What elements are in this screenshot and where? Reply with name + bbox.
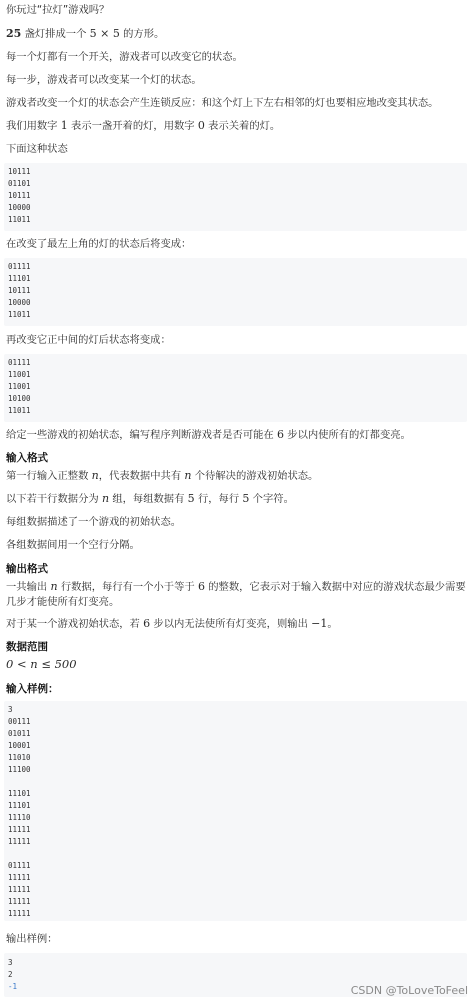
sample-line: 01111 — [8, 861, 31, 870]
grid-row: 11001 — [8, 370, 31, 379]
grid-row: 10000 — [8, 203, 31, 212]
state-intro: 下面这种状态 — [6, 143, 68, 155]
grid-row: 01111 — [8, 262, 31, 271]
output-line-2: 对于某一个游戏初始状态，若 6 步以内无法使所有灯变亮，则输出 −1。 — [6, 617, 338, 630]
intro-text: 你玩过“拉灯”游戏吗？ — [6, 4, 110, 16]
csdn-watermark: CSDN @ToLoveToFeel — [350, 984, 468, 997]
sample-line: 11110 — [8, 813, 31, 822]
grid-row: 01111 — [8, 358, 31, 367]
sample-input-heading: 输入样例： — [6, 683, 59, 695]
input-line-3: 每组数据描述了一个游戏的初始状态。 — [6, 516, 182, 528]
example-grid-initial — [4, 163, 467, 231]
after-center-text: 再改变它正中间的灯后状态将变成： — [6, 334, 171, 346]
sample-line — [8, 776, 467, 788]
grid-row: 11001 — [8, 382, 31, 391]
input-line-2: 以下若干行数据分为 n 组，每组数据有 5 行，每行 5 个字符。 — [6, 492, 294, 505]
grid-row: 11011 — [8, 215, 31, 224]
sample-line: 3 — [8, 958, 13, 967]
chain-reaction-description: 游戏者改变一个灯的状态会产生连锁反应：和这个灯上下左右相邻的灯也要相应地改变其状态。 — [6, 97, 439, 109]
sample-line: 11111 — [8, 885, 31, 894]
example-grid-after-corner — [4, 258, 467, 326]
sample-line: 11101 — [8, 789, 31, 798]
input-format-heading: 输入格式 — [6, 452, 48, 464]
example-grid-after-center — [4, 354, 467, 422]
grid-row: 10111 — [8, 191, 31, 200]
encoding-description: 我们用数字 1 表示一盏开着的灯，用数字 0 表示关着的灯。 — [6, 119, 281, 132]
sample-output-heading: 输出样例： — [6, 933, 58, 945]
sample-line: 11100 — [8, 765, 31, 774]
grid-row: 11101 — [8, 274, 31, 283]
grid-row: 11011 — [8, 310, 31, 319]
sample-line: 11111 — [8, 897, 31, 906]
task-description: 给定一些游戏的初始状态，编写程序判断游戏者是否可能在 6 步以内使所有的灯都变亮。 — [6, 428, 411, 441]
sample-line: 3 — [8, 705, 13, 714]
grid-row: 10111 — [8, 167, 31, 176]
grid-row: 01101 — [8, 179, 31, 188]
grid-row: 11011 — [8, 406, 31, 415]
sample-line: 10001 — [8, 741, 31, 750]
step-description: 每一步，游戏者可以改变某一个灯的状态。 — [6, 74, 202, 86]
sample-line: -1 — [8, 982, 18, 991]
sample-line: 11111 — [8, 873, 31, 882]
sample-line: 11111 — [8, 909, 31, 918]
input-line-4: 各组数据间用一个空行分隔。 — [6, 539, 140, 551]
sample-line: 2 — [8, 970, 13, 979]
grid-row: 10111 — [8, 286, 31, 295]
sample-line — [8, 848, 467, 860]
sample-input-block — [4, 701, 467, 921]
output-line-1: 一共输出 n 行数据，每行有一个小于等于 6 的整数，它表示对于输入数据中对应的游戏状态最少需要几步才能使所有灯变亮。 — [6, 580, 466, 608]
sample-line: 11010 — [8, 753, 31, 762]
sample-line: 00111 — [8, 717, 31, 726]
output-format-heading: 输出格式 — [6, 563, 48, 575]
grid-description: 25 盏灯排成一个 5 × 5 的方形。 — [6, 27, 165, 40]
input-line-1: 第一行输入正整数 n，代表数据中共有 n 个待解决的游戏初始状态。 — [6, 469, 319, 482]
grid-row: 10100 — [8, 394, 31, 403]
sample-line: 11111 — [8, 825, 31, 834]
data-range-formula: 0 < n ≤ 500 — [6, 657, 77, 671]
data-range-heading: 数据范围 — [6, 641, 48, 653]
after-corner-text: 在改变了最左上角的灯的状态后将变成： — [6, 238, 192, 250]
grid-row: 10000 — [8, 298, 31, 307]
switch-description: 每一个灯都有一个开关，游戏者可以改变它的状态。 — [6, 51, 243, 63]
sample-line: 11111 — [8, 837, 31, 846]
sample-line: 01011 — [8, 729, 31, 738]
sample-line: 11101 — [8, 801, 31, 810]
